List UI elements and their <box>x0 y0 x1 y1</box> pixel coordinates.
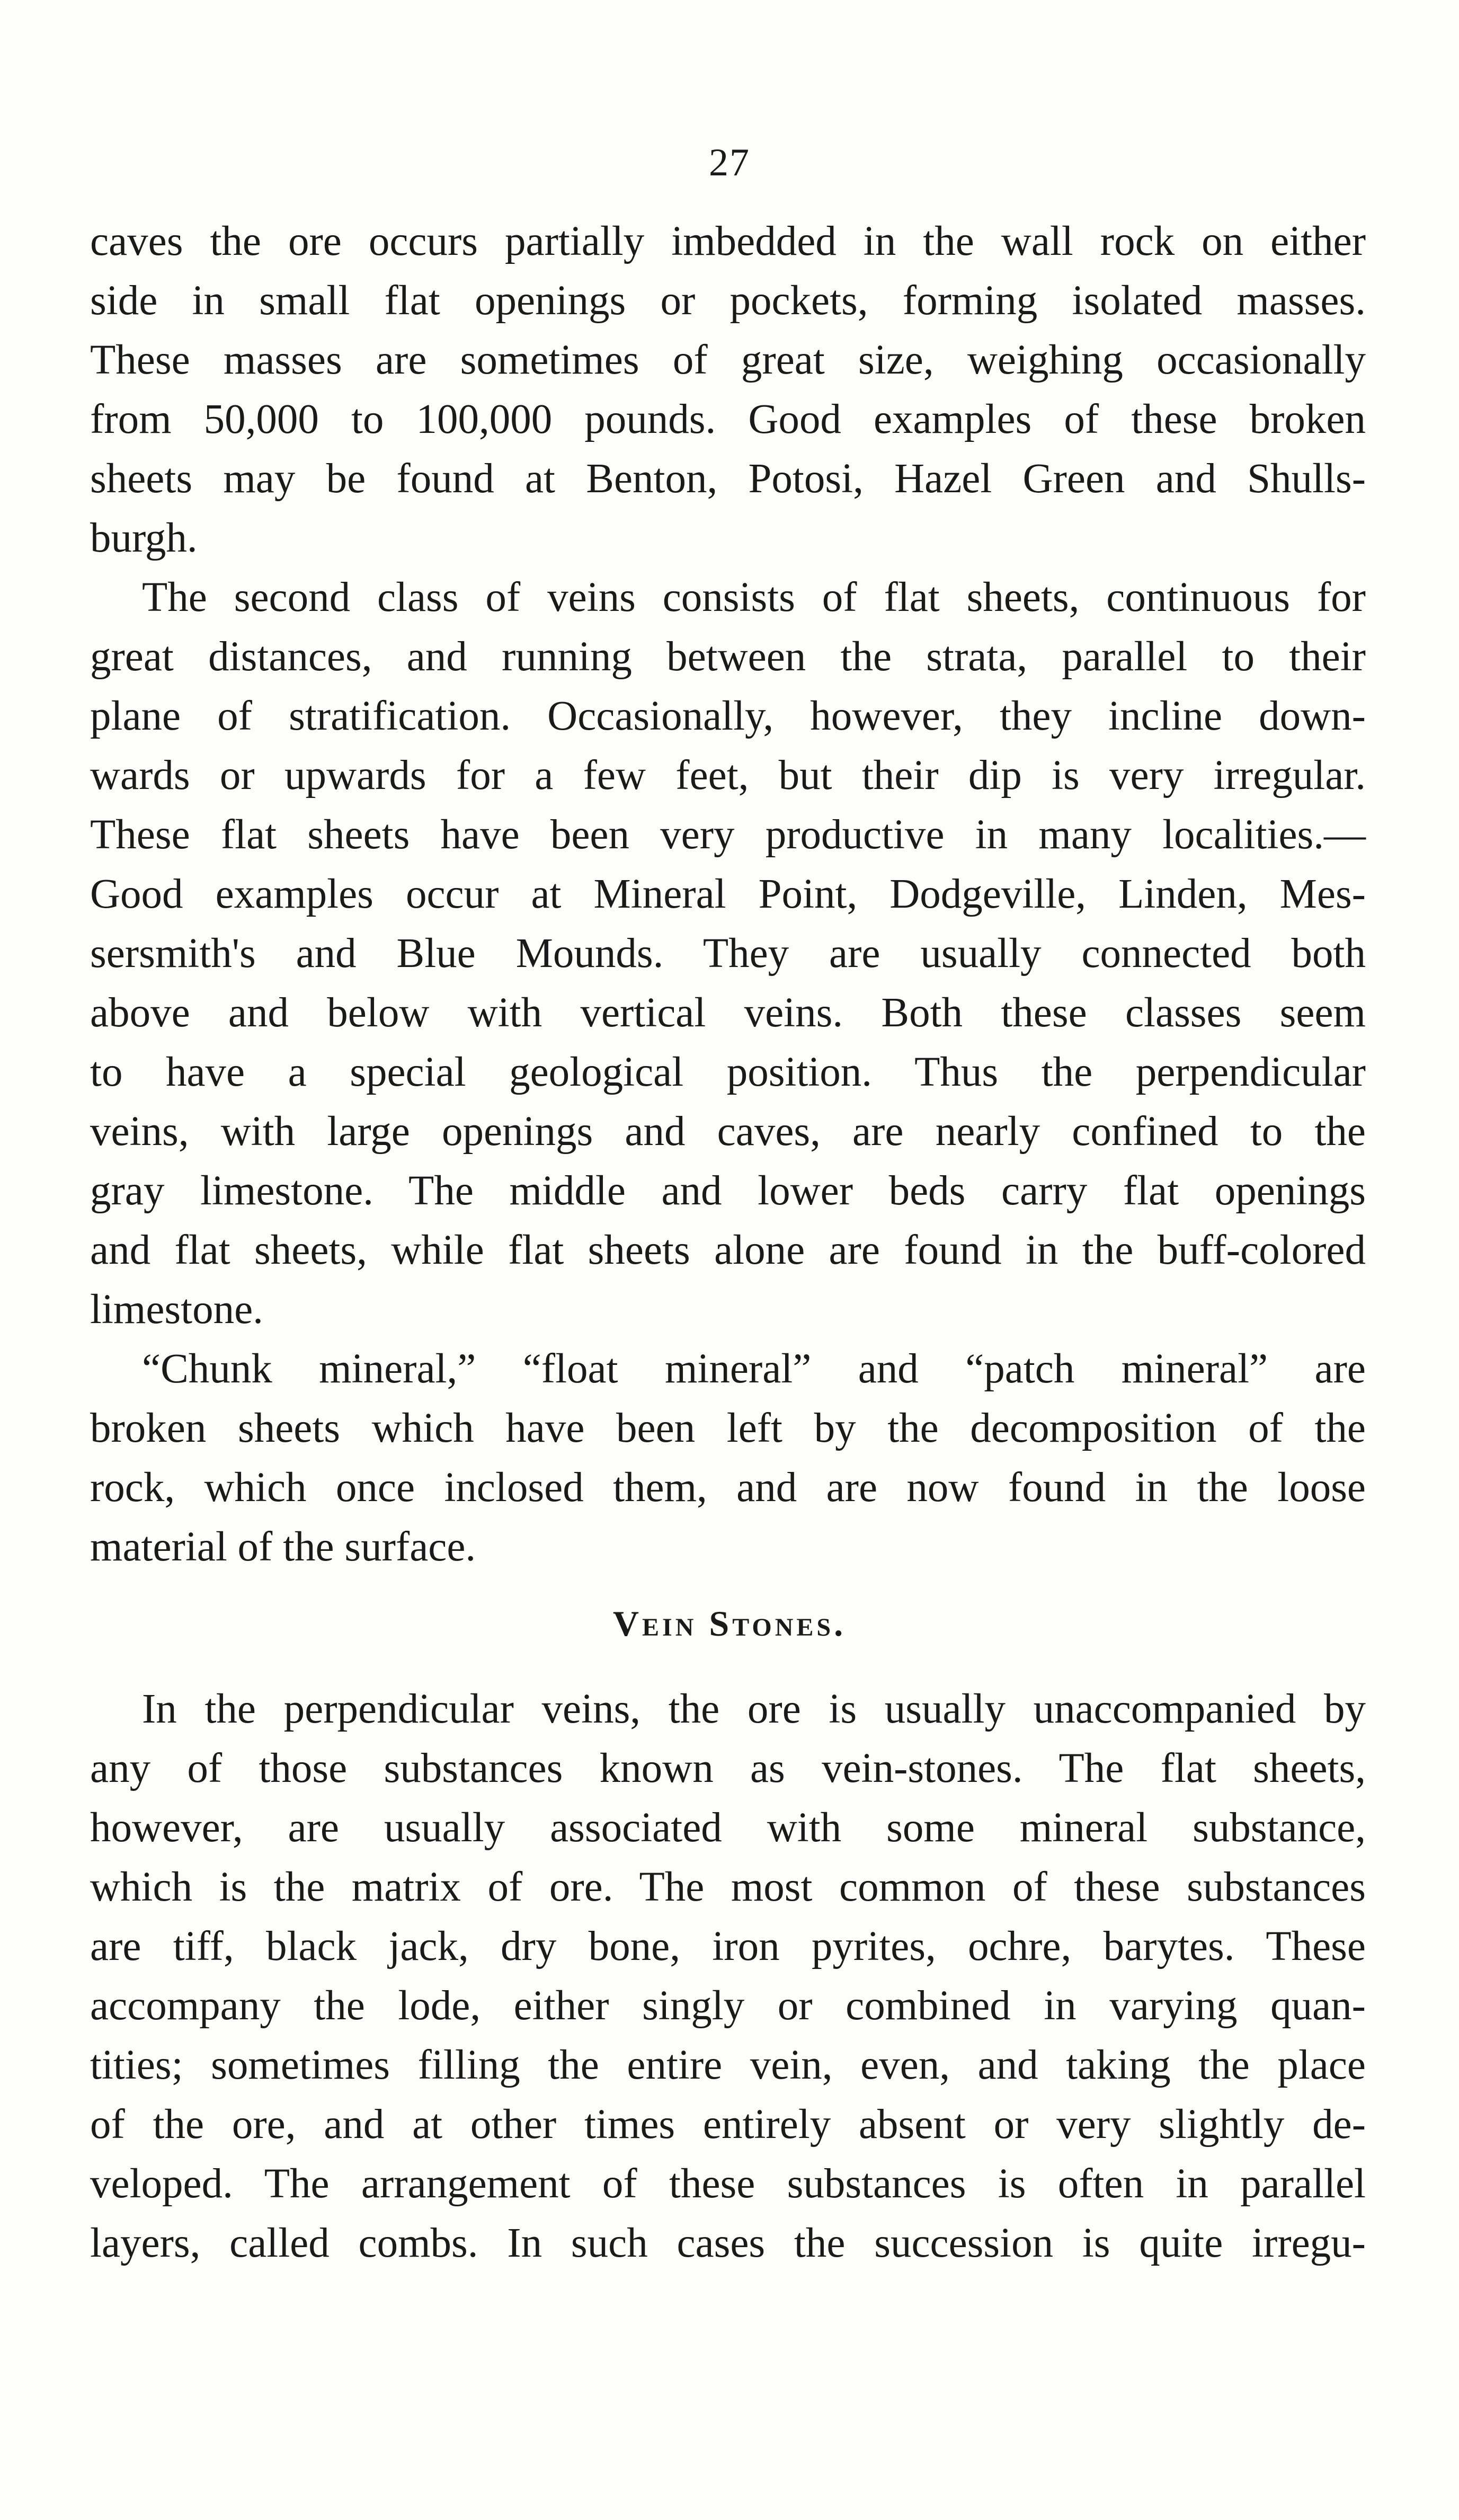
text-line: material of the surface. <box>90 1524 476 1570</box>
text-line: any of those substances known as vein-stones. The flat sheets, <box>90 1745 1366 1791</box>
text-line: are tiff, black jack, dry bone, iron pyrites, ochre, barytes. These <box>90 1923 1366 1969</box>
text-line: “Chunk mineral,” “float mineral” and “patch mineral” are <box>142 1346 1366 1392</box>
text-line: limestone. <box>90 1286 263 1333</box>
text-line: broken sheets which have been left by the decomposition of the <box>90 1405 1366 1451</box>
text-line: burgh. <box>90 515 198 561</box>
text-line: great distances, and running between the strata, parallel to their <box>90 634 1366 680</box>
text-line: wards or upwards for a few feet, but their dip is very irregular. <box>90 752 1366 798</box>
text-line: These masses are sometimes of great size, weighing occasionally <box>90 337 1366 383</box>
text-line: sersmith's and Blue Mounds. They are usually connected both <box>90 930 1366 977</box>
text-line: layers, called combs. In such cases the succession is quite irregu- <box>90 2220 1366 2266</box>
text-line: These flat sheets have been very productive in many localities.— <box>90 812 1366 858</box>
text-line: tities; sometimes filling the entire vein, even, and taking the place <box>90 2042 1366 2088</box>
text-line: rock, which once inclosed them, and are now found in the loose <box>90 1465 1366 1511</box>
text-line: of the ore, and at other times entirely absent or very slightly de- <box>90 2101 1366 2148</box>
text-line: veins, with large openings and caves, are nearly confined to the <box>90 1108 1366 1155</box>
section-heading: Vein Stones. <box>612 1603 847 1644</box>
text-line: however, are usually associated with some mineral substance, <box>90 1805 1366 1851</box>
text-line: Good examples occur at Mineral Point, Dodgeville, Linden, Mes- <box>90 871 1366 917</box>
text-line: The second class of veins consists of flat sheets, continuous for <box>142 574 1366 620</box>
text-line: which is the matrix of ore. The most common of these substances <box>90 1864 1366 1910</box>
page-number: 27 <box>709 141 750 184</box>
text-line: veloped. The arrangement of these substances is often in parallel <box>90 2161 1366 2207</box>
text-line: side in small flat openings or pockets, forming isolated masses. <box>90 278 1366 324</box>
text-line: gray limestone. The middle and lower beds carry flat openings <box>90 1168 1366 1214</box>
text-line: and flat sheets, while flat sheets alone are found in the buff-colored <box>90 1227 1366 1273</box>
text-line: caves the ore occurs partially imbedded in the wall rock on either <box>90 218 1366 264</box>
text-line: above and below with vertical veins. Both these classes seem <box>90 990 1366 1036</box>
text-line: In the perpendicular veins, the ore is usually unaccompanied by <box>142 1686 1366 1732</box>
text-line: accompany the lode, either singly or combined in varying quan- <box>90 1983 1366 2029</box>
text-line: to have a special geological position. Thus the perpendicular <box>90 1049 1366 1095</box>
text-line: plane of stratification. Occasionally, however, they incline down- <box>90 693 1366 739</box>
text-line: from 50,000 to 100,000 pounds. Good examples of these broken <box>90 396 1366 442</box>
text-line: sheets may be found at Benton, Potosi, Hazel Green and Shulls- <box>90 456 1366 502</box>
